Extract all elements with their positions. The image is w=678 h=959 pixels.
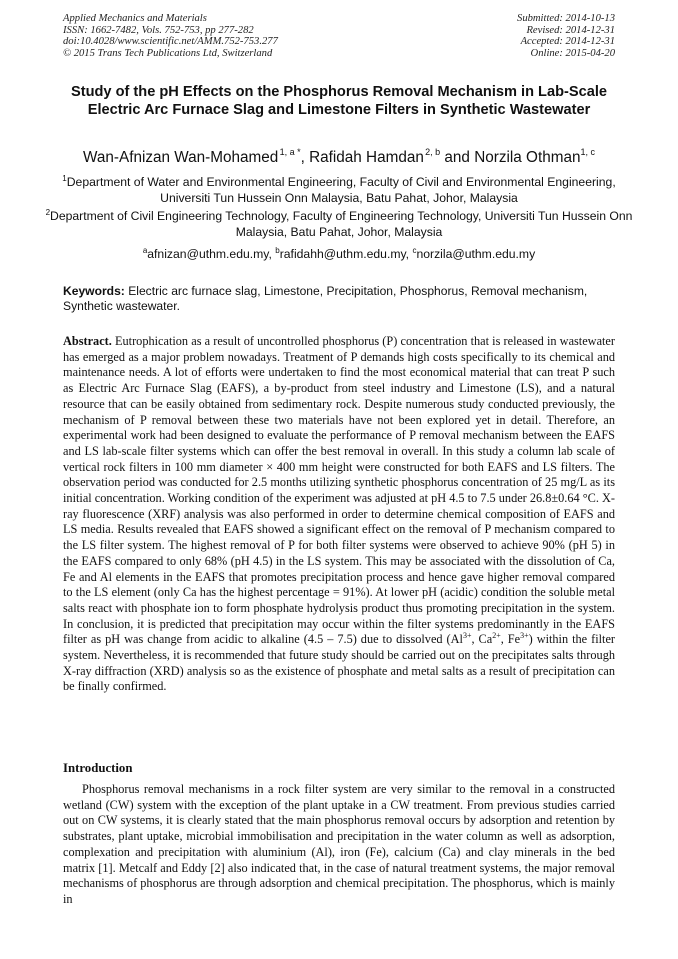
ion-charge: 3+ bbox=[520, 631, 529, 641]
abstract-text: , Fe bbox=[500, 632, 521, 647]
copyright-line: © 2015 Trans Tech Publications Ltd, Switzerland bbox=[63, 47, 273, 59]
author-affiliation-mark: 1, c bbox=[580, 147, 595, 157]
affiliation-number: 1 bbox=[62, 174, 67, 183]
email-mark: b bbox=[275, 246, 280, 255]
accepted-date: Accepted: 2014-12-31 bbox=[520, 36, 615, 48]
issn-line: ISSN: 1662-7482, Vols. 752-753, pp 277-282 bbox=[63, 24, 254, 36]
abstract bbox=[63, 334, 615, 695]
doi-line: doi:10.4028/www.scientific.net/AMM.752-753.277 bbox=[63, 36, 278, 48]
journal-name: Applied Mechanics and Materials bbox=[63, 13, 207, 24]
email-address[interactable]: norzila@uthm.edu.my bbox=[416, 247, 536, 261]
affiliation bbox=[45, 209, 633, 240]
keywords bbox=[63, 284, 615, 314]
author-emails bbox=[30, 247, 648, 263]
email-mark: c bbox=[412, 246, 417, 255]
email-address[interactable]: afnizan@uthm.edu.my, bbox=[147, 247, 276, 261]
email-address[interactable]: rafidahh@uthm.edu.my, bbox=[279, 247, 413, 261]
abstract-label: Abstract. bbox=[63, 334, 112, 348]
paper-title: Study of the pH Effects on the Phosphorus Removal Mechanism in Lab-Scale Electric Arc Furnace Slag and Limestone Filters in Synthetic Wastewater bbox=[71, 84, 607, 118]
keywords-label: Keywords: bbox=[63, 284, 125, 298]
author-name: Wan-Afnizan Wan-Mohamed bbox=[83, 149, 279, 166]
author-list bbox=[30, 149, 648, 167]
online-date: Online: 2015-04-20 bbox=[530, 47, 615, 59]
introduction-paragraph: Phosphorus removal mechanisms in a rock filter system are very similar to the removal in a constructed wetland (CW) system with the exception of the plant uptake in a CW treatment. From previous studies carried out on CW systems, it is clearly stated that the main phosphorus removal occurs by adsorption and retention by substrates, plant uptake, microbial immobilisation and precipitation in the water column as well as adsorption, complexation and precipitation with aluminium (Al), iron (Fe), calcium (Ca) and clay minerals in the bed matrix [1]. Metcalf and Eddy [2] also indicated that, in the case of natural treatment systems, the major removal mechanisms of phosphorus are through adsorption and chemical precipitation. The phosphorus, which is mainly in bbox=[63, 782, 615, 906]
publication-dates bbox=[517, 13, 615, 59]
author-separator: , bbox=[300, 149, 310, 166]
affiliation-number: 2 bbox=[45, 208, 51, 217]
ion-charge: 3+ bbox=[462, 631, 472, 641]
abstract-text: Eutrophication as a result of uncontrolled phosphorus (P) concentration that is released in wastewater has emerged as a major problem nowadays. Treatment of P demands high costs specifically to its chemical and maintenance needs. A lot of efforts were undertaken to find the most economical material that can treat P such as Electric Arc Furnace Slag (EAFS), a by-product from steel industry and Limestone (LS), and a natural resource that can be easily obtained from sedimentary rock. Despite numerous study conducted previously, the mechanism of P removal between these two materials have not been explored yet in detail. Therefore, an experimental work had been designed to evaluate the performance of P removal mechanism between the EAFS and LS lab-scale filter systems which can offer the best removal in overall. In this study a column lab scale of vertical rock filters in 100 mm diameter × 400 mm height were constructed for both EAFS and LS filters. The observation period was conducted for 2.5 months utilizing synthetic phosphorus concentration of 25 mg/L as its initial concentration. Working condition of the experiment was adjusted at pH 4.5 to 7.5 under 26.8±0.64 °C. X-ray fluorescence (XRF) analysis was also performed in order to determine chemical composition of EAFS and LS media. Results revealed that EAFS showed a significant effect on the removal of P mechanism compared to the LS filter system. The highest removal of P for both filter systems were observed to achieve 90% (pH 5) in the EAFS compared to only 68% (pH 4.5) in the LS system. This may be associated with the dissolution of Ca, Fe and Al elements in the EAFS that promotes precipitation process and hence gave higher removal compared to the LS element (only Ca has the highest percentage = 91%). At lower pH (acidic) condition the soluble metal salts react with phosphate ion to form phosphate hydrolysis product thus promoting precipitation in the system. In conclusion, it is predicted that precipitation may occur within the filter systems predominantly in the EAFS filter as pH was change from acidic to alkaline (4.5 – 7.5) due to dissolved (Al bbox=[63, 334, 615, 647]
abstract-text: , Ca bbox=[471, 632, 493, 647]
ion-charge: 2+ bbox=[492, 631, 501, 641]
affiliation-text: Department of Civil Engineering Technology, Faculty of Engineering Technology, Universiti Tun Hussein Onn Malaysia, Batu Pahat, Johor, Malaysia bbox=[50, 209, 633, 239]
affiliation-text: Department of Water and Environmental Engineering, Faculty of Civil and Environmental Engineering, Universiti Tun Hussein Onn Malaysia, Batu Pahat, Johor, Malaysia bbox=[66, 175, 616, 205]
author-name: Norzila Othman bbox=[474, 149, 581, 166]
affiliation bbox=[45, 175, 633, 206]
revised-date: Revised: 2014-12-31 bbox=[526, 24, 615, 36]
introduction-heading: Introduction bbox=[63, 761, 133, 775]
abstract-text: ) within the filter system. Nevertheless, it is recommended that future study should be carried out on the precipitates salts through X-ray diffraction (XRD) analysis so as the existence of phosphate and metal salts as a result of precipitation can be finally confirmed. bbox=[63, 632, 616, 694]
author-name: Rafidah Hamdan bbox=[309, 149, 424, 166]
author-affiliation-mark: 1, a * bbox=[279, 147, 301, 157]
email-mark: a bbox=[142, 246, 148, 255]
keywords-text: Electric arc furnace slag, Limestone, Precipitation, Phosphorus, Removal mechanism, Synthetic wastewater. bbox=[63, 284, 588, 314]
author-separator: and bbox=[440, 149, 475, 166]
author-affiliation-mark: 2, b bbox=[425, 147, 441, 157]
submitted-date: Submitted: 2014-10-13 bbox=[517, 13, 615, 24]
journal-info bbox=[63, 13, 278, 59]
